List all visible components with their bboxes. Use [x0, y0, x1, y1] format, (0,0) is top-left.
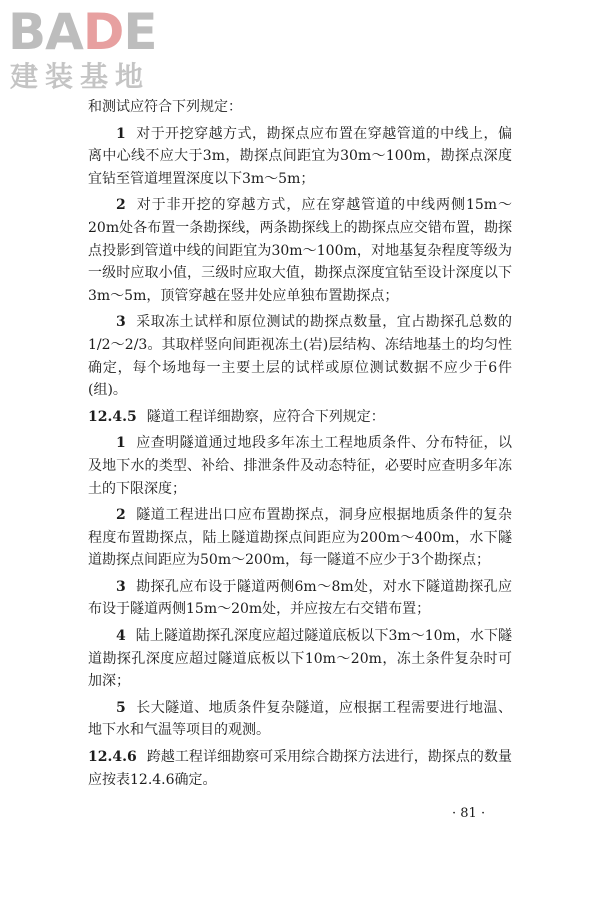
- paragraph-text: 陆上隧道勘探孔深度应超过隧道底板以下3m～10m，水下隧道勘探孔深度应超过隧道底板以下10m～20m，冻土条件复杂时可加深；: [88, 628, 512, 690]
- paragraph-text: 应查明隧道通过地段多年冻土工程地质条件、分布特征，以及地下水的类型、补给、排泄条件及动态特征，必要时应查明多年冻土的下限深度；: [88, 435, 512, 497]
- logo-wordmark: BADE: [8, 3, 157, 61]
- paragraph-text: 跨越工程详细勘察可采用综合勘探方法进行，勘探点的数量应按表12.4.6确定。: [88, 749, 512, 788]
- item-number: 4: [116, 628, 126, 645]
- clause-number: 12.4.6: [88, 749, 137, 766]
- list-item: [88, 504, 512, 572]
- list-item: [88, 697, 512, 742]
- item-number: 1: [116, 125, 126, 142]
- clause-heading: [88, 746, 512, 791]
- paragraph-text: 采取冻土试样和原位测试的勘探点数量，宜占勘探孔总数的1/2～2/3。其取样竖向间距视冻土(岩)层结构、冻结地基土的均匀性确定，每个场地每一主要土层的试样或原位测试数据不应少于6件(组)。: [88, 314, 512, 399]
- item-number: 1: [116, 435, 126, 452]
- paragraph-text: 隧道工程进出口应布置勘探点，洞身应根据地质条件的复杂程度布置勘探点，陆上隧道勘探点间距应为200m～400m，水下隧道勘探点间距应为50m～200m，每一隧道不应少于3个勘探点；: [88, 507, 512, 569]
- item-number: 2: [116, 197, 126, 214]
- list-item: [88, 625, 512, 693]
- list-item: [88, 432, 512, 500]
- paragraph-text: 和测试应符合下列规定：: [88, 99, 242, 115]
- paragraph-text: 隧道工程详细勘察，应符合下列规定：: [146, 408, 385, 425]
- clause-heading: [88, 406, 512, 429]
- list-item: [88, 311, 512, 401]
- page-number: · 81 ·: [452, 806, 486, 821]
- item-number: 2: [116, 507, 126, 524]
- document-body: [88, 96, 512, 795]
- item-number: 5: [116, 699, 126, 716]
- item-number: 3: [116, 314, 126, 331]
- clause-number: 12.4.5: [88, 408, 137, 425]
- logo-subtitle: 建装基地: [10, 60, 151, 93]
- bade-logo: [8, 4, 178, 96]
- paragraph-continuation: [88, 96, 512, 119]
- list-item: [88, 123, 512, 191]
- paragraph-text: 勘探孔应布设于隧道两侧6m～8m处，对水下隧道勘探孔应布设于隧道两侧15m～20m处，并应按左右交错布置；: [88, 578, 512, 618]
- list-item: [88, 576, 512, 621]
- paragraph-text: 对于非开挖的穿越方式，应在穿越管道的中线两侧15m～20m处各布置一条勘探线，两条勘探线上的勘探点应交错布置，勘探点投影到管道中线的间距宜为30m～100m，对地基复杂程度等级为一级时应取小值，三级时应取大值，勘探点深度宜钻至设计深度以下3m～5m，顶管穿越在竖井处应单独布置勘探点；: [88, 197, 512, 304]
- list-item: [88, 194, 512, 307]
- paragraph-text: 长大隧道、地质条件复杂隧道，应根据工程需要进行地温、地下水和气温等项目的观测。: [88, 699, 512, 739]
- item-number: 3: [116, 578, 126, 595]
- paragraph-text: 对于开挖穿越方式，勘探点应布置在穿越管道的中线上，偏离中心线不应大于3m，勘探点间距宜为30m～100m，勘探点深度宜钻至管道埋置深度以下3m～5m；: [88, 125, 512, 187]
